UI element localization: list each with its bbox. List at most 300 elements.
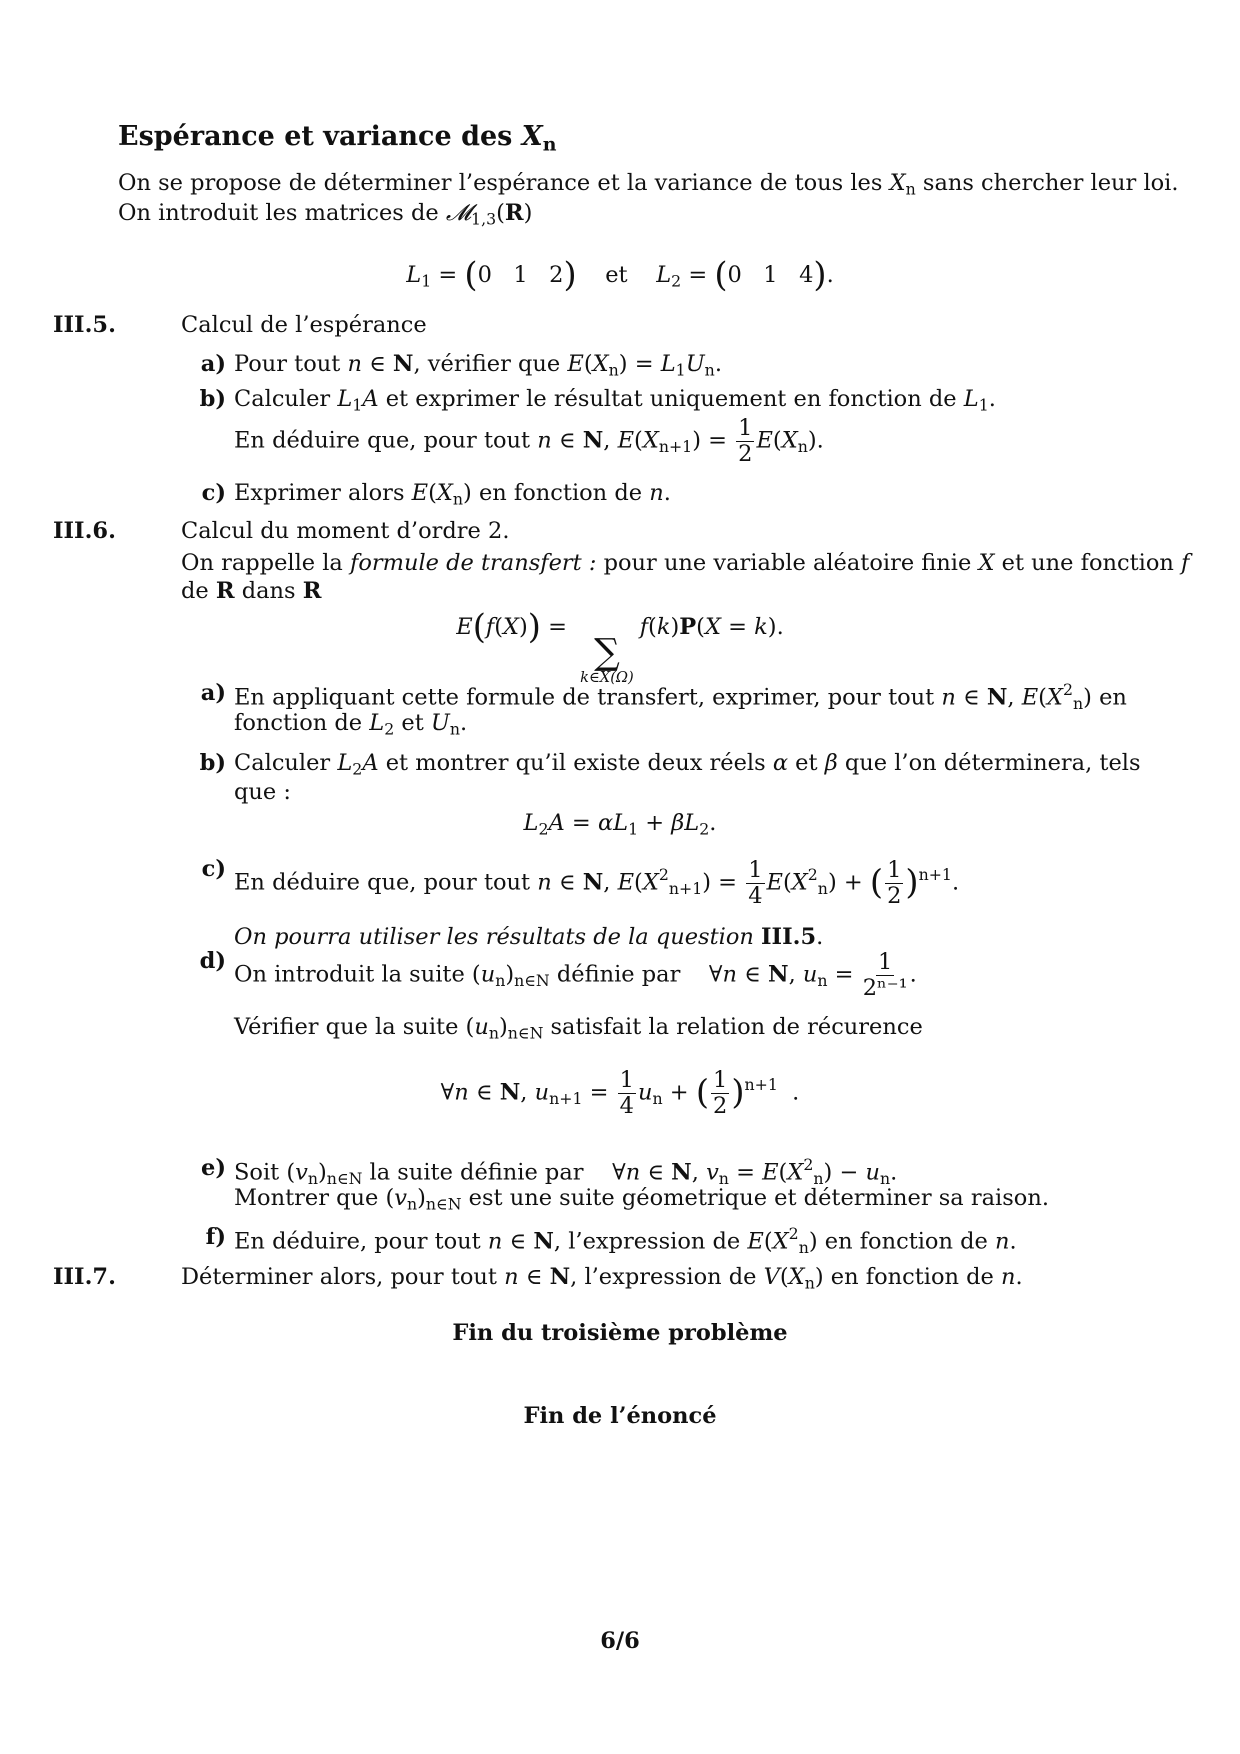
sum-index: k∈X(Ω) [580,669,634,687]
text: sans chercher leur loi. [915,170,1179,196]
subscript: 1 [421,271,432,291]
text: dans [234,578,303,604]
text-line [234,1016,923,1041]
text: = [431,261,465,288]
text: ( [772,427,782,454]
subscript: n∈N [507,1023,544,1043]
subscript: 2 [352,759,363,779]
math-italic: n [941,684,956,711]
math-italic: U [685,351,705,377]
text-line [0,1322,1240,1345]
text: et exprimer le résultat uniquement en fonction de [378,386,964,412]
text: ( [782,869,792,896]
text: ) en fonction de [808,1228,995,1255]
fraction [736,416,754,467]
math-italic: V [763,1264,780,1290]
subscript: n [879,1169,891,1189]
text: ( [583,351,593,377]
subscript: n [1072,694,1084,714]
text-line [234,416,824,467]
text: fonction de [234,710,370,736]
text: ) [523,200,533,226]
subscript: n [813,1169,824,1189]
text: En appliquant cette formule de transfert, exprimer, pour tout [234,684,942,711]
text: , vérifier que [413,351,568,377]
text: = [728,1159,763,1186]
text: ) + [827,869,870,896]
text: ( [779,1264,789,1290]
text-line [181,580,321,603]
text: , l’expression de [553,1228,748,1255]
subscript: n+1 [549,1088,583,1108]
denominator: 2 [738,440,753,467]
text-line [199,386,996,415]
text: En déduire que, pour tout [234,869,538,896]
superscript: n+1 [744,1074,778,1094]
math-italic: X [772,1228,789,1255]
math-italic: n [537,427,552,454]
math-italic: L [963,386,979,412]
text: de [181,578,216,604]
text: ( [1038,684,1047,711]
subquestion-label: e) [201,1155,226,1181]
subscript: n [542,133,557,156]
text: Calculer [234,750,338,776]
text: ∀ [440,1079,455,1106]
text: Vérifier que la suite ( [234,1014,475,1040]
subscript: 2 [699,819,710,839]
text-line [205,1224,1017,1258]
numerator: 1 [887,857,902,883]
text: . [1015,1264,1023,1290]
subscript: n [406,1194,418,1214]
text: ∈ [502,1228,534,1255]
text: Calculer [234,386,338,412]
text: = [827,961,861,988]
text: . [988,386,996,412]
bold-text: R [215,578,235,604]
big-delimiter: ( [869,862,884,902]
numerator: 1 [712,1067,728,1093]
text: ( [634,427,643,454]
math-italic: v [295,1159,308,1186]
text-line [118,172,1179,197]
math-italic: L [337,750,353,776]
text: ). [767,613,784,640]
superscript: 2 [803,1155,814,1174]
bold-text: N [986,684,1008,711]
question-number: III.5. [53,312,116,338]
text: , l’expression de [570,1264,764,1290]
math-italic: f [485,613,495,640]
big-delimiter: ( [695,1072,709,1112]
text: ). [807,427,824,454]
math-italic: βL [671,810,700,836]
numerator: 1 [748,857,763,883]
denominator: 4 [748,882,763,909]
math-italic: X [592,351,609,377]
subscript: n [495,970,506,990]
text: 0 1 2 [477,261,564,288]
math-italic: L [523,810,539,836]
text-line [53,312,427,338]
subquestion-label: c) [201,480,226,506]
text-line [234,781,291,804]
subscript: n+1 [668,878,703,898]
question-number: III.7. [53,1264,116,1290]
text: = [720,613,755,640]
text: On introduit les matrices de [118,200,446,226]
subscript: 1,3 [471,209,497,229]
math-italic: A [548,810,565,836]
text: ∈ [551,869,583,896]
subscript: n [817,878,828,898]
text: que l’on déterminera, tels [837,750,1141,776]
big-delimiter: ( [714,255,728,294]
text-line [0,255,1240,294]
bold-text: N [533,1228,554,1255]
text-line [0,812,1240,837]
text-line [200,351,722,380]
bold-text: P [679,613,697,640]
text: Montrer que ( [234,1185,395,1211]
denominator: 2 [712,1092,728,1119]
text: , [520,1079,535,1106]
big-delimiter: ) [563,255,577,294]
text: , [788,961,803,988]
subscript: n [704,360,715,380]
subscript: n∈N [425,1194,462,1214]
superscript: n+1 [918,864,952,884]
text: ( [496,200,505,226]
text: ) = [692,427,735,454]
big-delimiter: ) [731,1072,745,1112]
math-italic: E [1021,684,1039,711]
math-italic: k [656,613,671,640]
text-line [53,518,510,544]
text: . [460,710,468,736]
math-italic: u [474,1014,489,1040]
math-italic: αL [597,810,629,836]
text: et une fonction [994,550,1182,576]
summation [580,632,634,687]
text: ( [428,480,437,506]
math-italic: α [772,750,789,776]
text: . [777,1079,800,1106]
text: Calcul du moment d’ordre 2. [181,518,510,544]
text: Soit ( [234,1159,296,1186]
math-italic: X [502,613,519,640]
text: ) [505,961,515,988]
subquestion-label: a) [200,351,226,377]
text: ) − [823,1159,866,1186]
subscript: n∈N [326,1169,363,1189]
text-line [118,202,532,227]
subscript: n [798,1238,809,1258]
math-italic: X [889,170,906,196]
math-italic: v [706,1159,719,1186]
math-italic: E [456,613,473,640]
bold-text: Fin de l’énoncé [523,1403,717,1429]
subquestion-label: d) [199,948,226,974]
text: Espérance et variance des [118,121,522,152]
math-italic: k [754,613,768,640]
text: On se propose de déterminer l’espérance et la variance de tous les [118,170,890,196]
text: . [663,480,671,506]
fraction [618,1068,636,1119]
numerator: 1 [619,1067,634,1093]
text: On introduit la suite ( [234,961,481,988]
text: , [603,869,618,896]
text: la suite définie par ∀ [362,1159,626,1186]
subquestion-label: b) [199,386,226,412]
math-italic: E [766,869,783,896]
text: . [816,924,824,950]
subscript: n [307,1169,319,1189]
text: , [691,1159,707,1186]
text-line [53,1264,1023,1293]
text: , [1007,684,1022,711]
math-italic: f [639,613,649,640]
text-line [0,1068,1240,1119]
superscript: 2 [788,1224,799,1243]
math-italic: n [504,1264,519,1290]
math-italic: n [537,869,552,896]
text: . [826,261,834,288]
text: ∈ [518,1264,550,1290]
text: ∈ [551,427,583,454]
superscript: 2 [658,864,669,884]
bold-text: N [549,1264,571,1290]
question-number: III.6. [53,518,116,544]
math-italic: u [637,1079,653,1106]
math-italic: A [362,750,379,776]
text: . [890,1159,898,1186]
subscript: 1 [628,819,639,839]
bold-text: R [302,578,322,604]
text: + [662,1079,696,1106]
superscript: 2 [807,864,818,884]
big-delimiter: ) [813,255,827,294]
math-italic: X [521,121,543,152]
text: ) [498,1014,508,1040]
math-italic: X [788,1264,805,1290]
fraction [885,858,903,909]
text: = [540,613,575,640]
math-italic: formule de transfert : [350,550,597,576]
math-italic: A [362,386,379,412]
text: et [394,710,431,736]
text: et [576,261,657,288]
math-italic: X [787,1159,804,1186]
text: . [709,810,717,836]
math-italic: E [411,480,429,506]
math-italic: X [436,480,453,506]
text-line [234,1187,1049,1212]
text: + [638,810,672,836]
math-italic: n [649,480,664,506]
text: ( [763,1228,773,1255]
math-italic: u [480,961,496,988]
subquestion-label: b) [199,750,226,776]
section-title [118,123,556,155]
math-italic: v [394,1185,407,1211]
text: . [714,351,722,377]
text: ( [494,613,503,640]
text: ∈ [737,961,768,988]
math-italic: L [656,261,672,288]
subscript: 1 [675,360,686,380]
math-italic: L [660,351,676,377]
fraction [863,950,908,1001]
text: ( [778,1159,788,1186]
text: = [582,1079,616,1106]
math-italic: X [642,869,659,896]
text: définie par ∀ [549,961,723,988]
math-italic: X [791,869,808,896]
big-delimiter: ( [472,607,486,646]
denominator: 4 [619,1092,634,1119]
subscript: 2 [538,819,549,839]
subscript: n [652,1088,663,1108]
subscript: n+1 [658,436,693,456]
math-italic: E [756,427,773,454]
text-line [234,712,467,737]
text: ) [318,1159,327,1186]
subquestion-label: c) [201,856,226,882]
text-line [0,607,1240,687]
math-italic: E [747,1228,764,1255]
text: ( [696,613,705,640]
text: . [951,869,960,896]
subscript: n [817,970,828,990]
fraction [711,1068,729,1119]
text: ) [670,613,680,640]
text: ( [648,613,657,640]
text-line [201,856,960,909]
text: En déduire, pour tout [234,1228,488,1255]
text: . [909,961,917,988]
text: ) en [1083,684,1127,711]
subscript: n [804,1273,815,1293]
subscript: n [452,489,464,509]
subscript: n [608,360,619,380]
math-italic: u [802,961,818,988]
math-italic: u [865,1159,880,1186]
text: ( [634,869,643,896]
text: ) = [618,351,661,377]
subscript: 2 [671,271,682,291]
text-line [199,948,917,1001]
math-italic: n [347,351,362,377]
math-italic: X [1046,684,1063,711]
bold-text: N [499,1079,521,1106]
subquestion-label: a) [200,680,226,706]
subscript: n [797,436,808,456]
math-italic: f [1181,550,1190,576]
math-italic: L [406,261,422,288]
big-delimiter: ) [527,607,541,646]
math-italic: n [995,1228,1010,1255]
math-italic: U [430,710,450,736]
text: et [788,750,825,776]
text-line [0,1405,1240,1428]
subquestion-label: f) [205,1224,226,1250]
fraction [746,858,764,909]
math-italic: X [978,550,995,576]
bold-text: N [582,427,604,454]
math-italic: X [781,427,798,454]
text: ∈ [468,1079,500,1106]
subscript: n [905,179,916,199]
text: satisfait la relation de récurence [543,1014,923,1040]
text: ) en fonction de [463,480,650,506]
text: est une suite géometrique et déterminer sa raison. [461,1185,1049,1211]
math-italic: X [704,613,721,640]
text: Calcul de l’espérance [181,312,427,338]
text: que : [234,779,291,805]
bold-text: N [392,351,414,377]
math-italic: E [567,351,584,377]
denominator: 2ⁿ⁻¹ [862,974,908,1001]
math-italic: X [642,427,659,454]
text: ) en fonction de [814,1264,1002,1290]
subscript: n [449,719,461,739]
text: ) [417,1185,426,1211]
math-italic: E [617,869,635,896]
subscript: 1 [352,395,363,415]
page-number: 6/6 [600,1628,640,1654]
subscript: n [488,1023,499,1043]
text: Exprimer alors [234,480,412,506]
text: Déterminer alors, pour tout [181,1264,505,1290]
text: = [681,261,715,288]
math-italic: n [454,1079,469,1106]
text: ∈ [361,351,393,377]
bold-text: R [504,200,524,226]
math-italic: n [1001,1264,1016,1290]
text-line [201,480,671,509]
denominator: 2 [887,882,902,909]
text: ) [519,613,528,640]
text-line [199,750,1141,779]
bold-text: N [767,961,789,988]
text: ) = [702,869,745,896]
numerator: 1 [878,949,893,975]
subscript: n [718,1169,729,1189]
math-italic: L [337,386,353,412]
text: ∈ [640,1159,672,1186]
text: , [603,427,618,454]
bold-text: Fin du troisième problème [452,1320,788,1346]
subscript: 2 [384,719,395,739]
subscript: 1 [978,395,989,415]
text: pour une variable aléatoire finie [596,550,979,576]
text: Pour tout [234,351,348,377]
sigma-symbol: ∑ [594,632,620,674]
math-italic: E [617,427,635,454]
text-line [234,926,823,949]
text: On rappelle la [181,550,351,576]
big-delimiter: ) [905,862,919,902]
numerator: 1 [738,415,753,441]
text-line [200,680,1127,714]
math-italic: E [762,1159,779,1186]
math-italic: n [487,1228,503,1255]
superscript: 2 [1062,680,1073,699]
bold-text: N [671,1159,692,1186]
text: . [1009,1228,1017,1255]
